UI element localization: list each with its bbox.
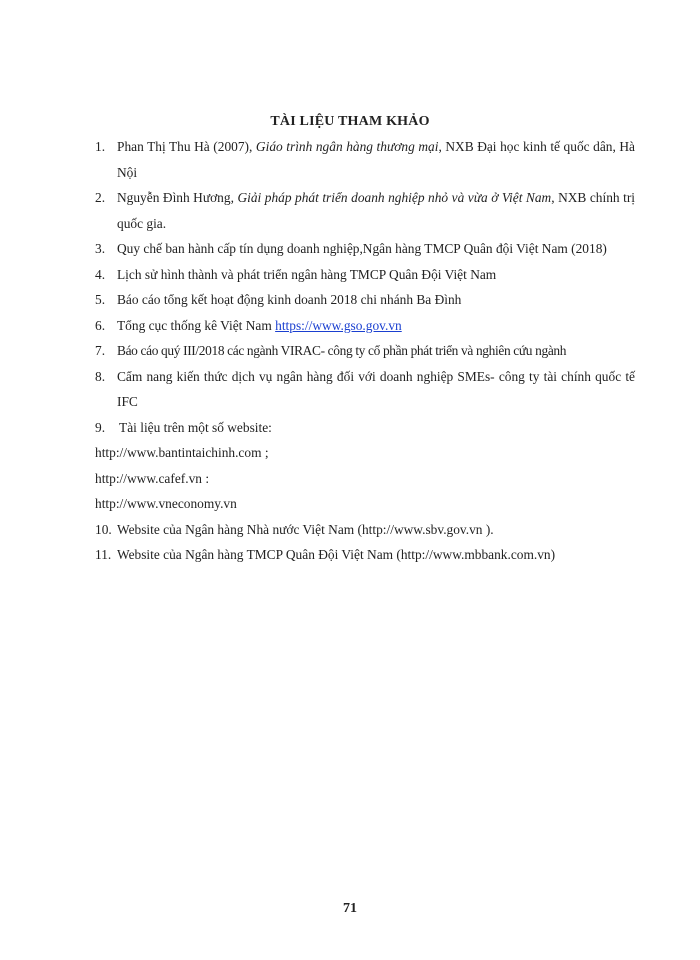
reference-item-5: [95, 287, 635, 313]
reference-number: 11.: [95, 547, 112, 562]
website-item: http://www.cafef.vn :: [95, 470, 210, 486]
reference-text: Báo cáo tổng kết hoạt động kinh doanh 2018 chi nhánh Ba Đình: [117, 292, 462, 307]
website-item: http://www.vneconomy.vn: [95, 496, 237, 511]
reference-item-10: [95, 517, 635, 543]
reference-text: Website của Ngân hàng TMCP Quân Đội Việt Nam (http://www.mbbank.com.vn): [117, 547, 556, 562]
website-item: http://www.bantintaichinh.com ;: [95, 445, 269, 460]
reference-number: 2.: [95, 190, 106, 205]
reference-publisher: , NXB Đại học kinh tế quốc dân, Hà Nội: [117, 139, 635, 180]
page-title: TÀI LIỆU THAM KHẢO: [270, 114, 430, 129]
reference-author: Phan Thị Thu Hà (2007),: [117, 139, 256, 154]
reference-list: [95, 134, 635, 568]
reference-number: 7.: [95, 343, 106, 358]
reference-text: Website của Ngân hàng Nhà nước Việt Nam (http://www.sbv.gov.vn ).: [117, 521, 494, 537]
reference-item-7: [95, 338, 635, 364]
reference-number: 5.: [95, 292, 106, 307]
reference-item-4: [95, 262, 635, 288]
reference-item-2: [95, 185, 635, 236]
reference-title: Giáo trình ngân hàng thương mại: [255, 139, 439, 154]
reference-number: 6.: [95, 317, 106, 333]
reference-text: Cẩm nang kiến thức dịch vụ ngân hàng đối với doanh nghiệp SMEs- công ty tài chính quốc tế IFC: [117, 368, 635, 409]
reference-number: 9.: [95, 419, 106, 435]
reference-item-8: [95, 364, 635, 415]
reference-text: Lịch sử hình thành và phát triển ngân hàng TMCP Quân Đội Việt Nam: [117, 266, 497, 282]
reference-author: Nguyễn Đình Hương,: [117, 190, 238, 205]
reference-number: 10.: [95, 521, 112, 537]
reference-number: 8.: [95, 368, 106, 384]
reference-title: Giải pháp phát triển doanh nghiệp nhỏ và vừa ở Việt Nam: [237, 190, 552, 205]
reference-item-9: [95, 415, 635, 441]
reference-item-3: [95, 236, 635, 262]
gso-link[interactable]: https://www.gso.gov.vn: [275, 317, 402, 333]
reference-number: 4.: [95, 266, 106, 282]
reference-item-11: [95, 542, 635, 568]
reference-number: 3.: [95, 241, 106, 256]
reference-publisher: , NXB chính trị quốc gia.: [117, 190, 636, 231]
reference-text: Tài liệu trên một số website:: [119, 419, 272, 435]
reference-item-6: [95, 313, 635, 339]
reference-text: Báo cáo quý III/2018 các ngành VIRAC- công ty cổ phần phát triển và nghiên cứu ngành: [117, 343, 567, 358]
reference-text: Tổng cục thống kê Việt Nam: [117, 317, 276, 333]
reference-item-1: [95, 134, 635, 185]
page-number: 71: [343, 901, 357, 916]
reference-text: Quy chế ban hành cấp tín dụng doanh nghiệp,Ngân hàng TMCP Quân đội Việt Nam (2018): [117, 241, 607, 256]
reference-number: 1.: [95, 139, 106, 154]
